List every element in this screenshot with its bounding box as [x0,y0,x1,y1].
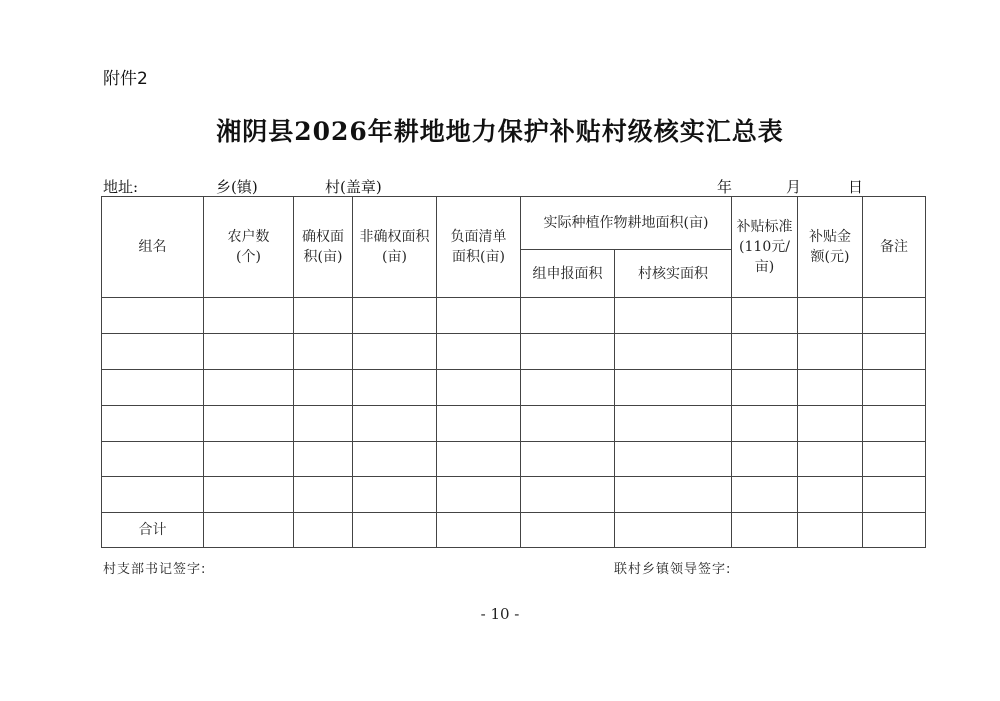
month-label: 月 [786,178,802,196]
header-unconfirmed-area: 非确权面积(亩) [353,197,437,298]
header-group-name: 组名 [102,197,204,298]
table-row [102,334,926,370]
header-subsidy-standard: 补贴标准(110元/亩) [732,197,798,298]
header-negative-list-area: 负面清单面积(亩) [437,197,521,298]
header-row-1 [102,197,926,250]
table-row [102,370,926,406]
village-secretary-signature: 村支部书记签字: [103,562,207,577]
day-label: 日 [848,178,864,196]
header-village-verified: 村核实面积 [615,250,732,298]
header-households: 农户数(个) [204,197,294,298]
header-subsidy-amount: 补贴金额(元) [798,197,863,298]
header-actual-planting: 实际种植作物耕地面积(亩) [521,197,732,250]
total-row [102,513,926,548]
table-row [102,298,926,334]
township-label: 乡(镇) [216,178,258,196]
header-remarks: 备注 [863,197,926,298]
total-label: 合计 [102,513,204,548]
village-label: 村(盖章) [325,178,382,196]
header-group-reported: 组申报面积 [521,250,615,298]
summary-table [101,196,926,548]
table-row [102,442,926,477]
table-row [102,406,926,442]
township-leader-signature: 联村乡镇领导签字: [614,562,732,577]
attachment-label: 附件2 [103,69,148,89]
table-row [102,477,926,513]
document-title: 湘阴县2026年耕地地力保护补贴村级核实汇总表 [216,117,784,146]
year-label: 年 [717,178,733,196]
address-label: 地址: [103,178,139,196]
header-confirmed-area: 确权面积(亩) [294,197,353,298]
page-number: - 10 - [480,605,520,623]
